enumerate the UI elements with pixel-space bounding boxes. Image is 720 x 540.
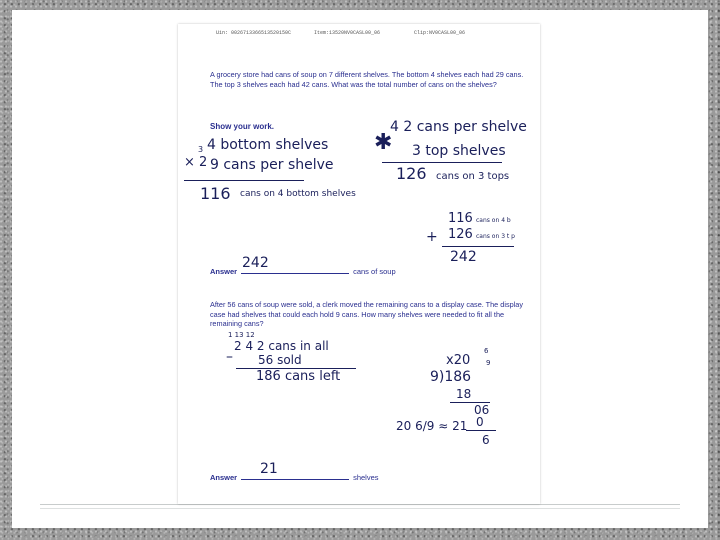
work-star: ✱	[374, 130, 393, 155]
answer-row-1	[210, 266, 396, 276]
work-result-126-text: cans on 3 tops	[436, 171, 510, 182]
work-sum-116-text: cans on 4 b	[476, 217, 511, 224]
work-underline	[466, 430, 496, 431]
answer-value-2: 21	[260, 461, 278, 477]
header-clip: Clip:NV0CASL00_06	[414, 30, 466, 36]
work-result-116: 116	[200, 184, 231, 203]
work-42-cans: 4 2 cans per shelve	[390, 119, 527, 135]
show-work-label: Show your work.	[210, 122, 275, 131]
work-sum-126-text: cans on 3 t p	[476, 233, 515, 240]
problem-2-text: After 56 cans of soup were sold, a clerk moved the remaining cans to a display case. The display case had shelves that could each hold 9 cans. How many shelves were needed to fit all the remaining cans?	[210, 300, 523, 328]
header-uin: Uin: 0026713366513520150C	[216, 30, 292, 36]
work-56-sold: 56 sold	[258, 353, 302, 367]
answer-row-2	[210, 472, 379, 482]
work-frac-num: 6	[484, 347, 489, 355]
work-frac-den: 9	[486, 359, 491, 367]
work-sub-18: 18	[456, 387, 472, 401]
work-plus: +	[426, 229, 438, 245]
work-carry: 3	[198, 145, 204, 154]
work-quotient: x20	[446, 353, 471, 368]
work-underline	[184, 180, 304, 181]
work-sum-242: 242	[450, 249, 477, 265]
work-borrow: 1 13 12	[228, 331, 255, 339]
work-times: × 2	[184, 155, 208, 170]
work-underline	[442, 246, 514, 247]
work-sub-0: 0	[476, 415, 484, 429]
work-sum-126: 126	[448, 227, 473, 242]
answer-label: Answer	[210, 473, 238, 482]
scanned-worksheet	[178, 24, 540, 504]
slide-divider	[40, 504, 680, 505]
work-186-cans-left: 186 cans left	[256, 369, 341, 384]
slide-divider	[40, 508, 680, 509]
work-minus: –	[226, 349, 233, 365]
answer-unit: shelves	[353, 473, 379, 482]
work-rem-6: 6	[482, 433, 490, 447]
work-bottom-shelves: 4 bottom shelves	[207, 137, 329, 153]
work-rem-06: 06	[474, 403, 490, 417]
work-242-cans-in-all: 2 4 2 cans in all	[234, 339, 329, 353]
problem-1-text: A grocery store had cans of soup on 7 different shelves. The bottom 4 shelves each had 29 cans. The top 3 shelves each had 42 cans. What was the total number of cans on the shelves?	[210, 70, 524, 89]
work-3-top-shelves: 3 top shelves	[412, 143, 506, 159]
work-rounding: 20 6/9 ≈ 21	[396, 419, 468, 433]
work-result-126: 126	[396, 164, 427, 183]
work-division: 9)186	[430, 369, 472, 385]
header-item: Item:13520NV0CASL00_06	[314, 30, 381, 36]
work-cans-per-shelve: 9 cans per shelve	[210, 157, 334, 173]
answer-unit: cans of soup	[353, 267, 396, 276]
answer-label: Answer	[210, 267, 238, 276]
work-result-116-text: cans on 4 bottom shelves	[240, 189, 356, 199]
answer-value-1: 242	[242, 255, 269, 271]
answer-blank	[241, 472, 349, 480]
work-sum-116: 116	[448, 211, 473, 226]
